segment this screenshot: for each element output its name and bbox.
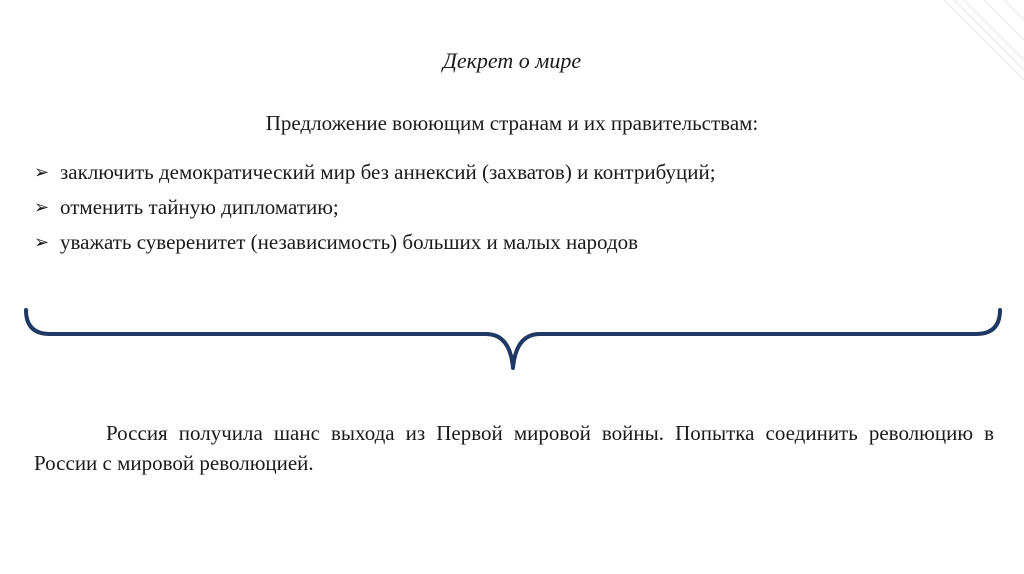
bullet-text: отменить тайную дипломатию; (60, 195, 339, 219)
list-item (34, 225, 716, 260)
arrow-bullet-icon: ➢ (34, 162, 50, 182)
arrow-bullet-icon: ➢ (34, 232, 50, 252)
list-item (34, 190, 716, 225)
slide-title: Декрет о мире (442, 48, 582, 73)
bullet-text: заключить демократический мир без аннексий (захватов) и контрибуций; (60, 160, 716, 184)
bullet-list (34, 155, 716, 260)
curly-brace (22, 306, 1006, 372)
corner-decoration (914, 0, 1024, 90)
arrow-bullet-icon: ➢ (34, 197, 50, 217)
bullet-text: уважать суверенитет (независимость) больших и малых народов (60, 230, 639, 254)
list-item (34, 155, 716, 190)
slide-subtitle: Предложение воюющим странам и их правительствам: (265, 111, 759, 135)
conclusion-paragraph: Россия получила шанс выхода из Первой мировой войны. Попытка соединить революцию в России с мировой революцией. (34, 421, 994, 475)
